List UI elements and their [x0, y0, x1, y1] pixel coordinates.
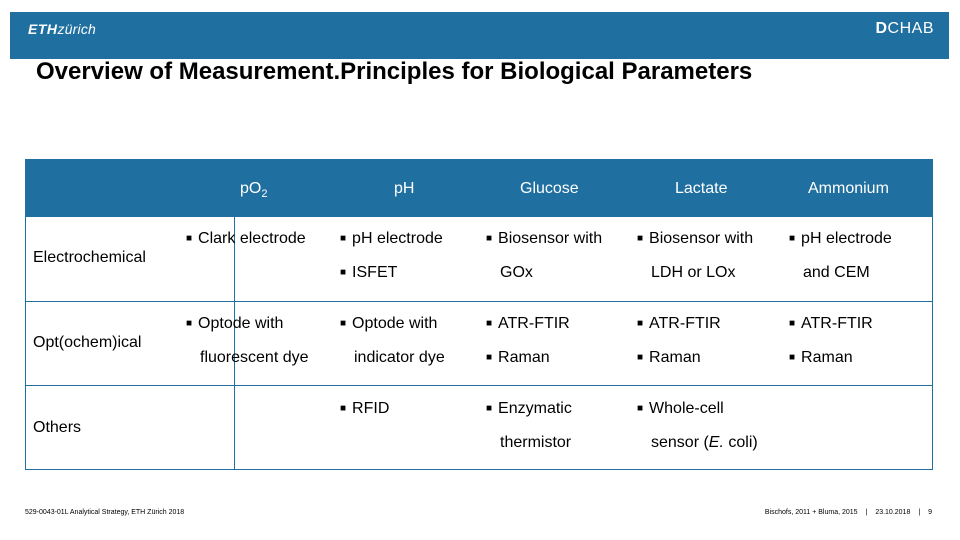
- bullet-icon: ■: [186, 318, 193, 329]
- bullet-icon: ■: [340, 233, 347, 244]
- row-divider: [26, 385, 932, 386]
- bullet-icon: ■: [340, 318, 347, 329]
- row-label-optical: Opt(ochem)ical: [33, 334, 142, 351]
- cell-others-lactate: ■ Whole-cell sensor (E. coli): [637, 400, 758, 451]
- bullet-icon: ■: [637, 352, 644, 363]
- bullet-icon: ■: [486, 233, 493, 244]
- bullet-icon: ■: [637, 403, 644, 414]
- row-divider: [26, 301, 932, 302]
- bullet-icon: ■: [789, 352, 796, 363]
- header-bar: [10, 12, 949, 59]
- row-label-electrochemical: Electrochemical: [33, 249, 146, 266]
- bullet-icon: ■: [340, 403, 347, 414]
- bullet-icon: ■: [486, 403, 493, 414]
- bullet-icon: ■: [789, 233, 796, 244]
- bullet-icon: ■: [186, 233, 193, 244]
- bullet-icon: ■: [789, 318, 796, 329]
- footer-date: 23.10.2018: [875, 509, 911, 516]
- column-header-lactate: Lactate: [675, 180, 728, 197]
- footer-meta: [765, 509, 932, 516]
- cell-electrochemical-ammonium: ■ pH electrode and CEM: [789, 230, 892, 281]
- bullet-icon: ■: [486, 352, 493, 363]
- column-header-glucose: Glucose: [520, 180, 579, 197]
- eth-zurich-logo: ETHzürich: [28, 21, 97, 37]
- cell-electrochemical-lactate: ■ Biosensor with LDH or LOx: [637, 230, 754, 281]
- footer-separator: |: [865, 509, 868, 516]
- footer-course-info: 529-0043-01L Analytical Strategy, ETH Zürich 2018: [25, 509, 185, 516]
- footer-separator: |: [918, 509, 921, 516]
- bullet-icon: ■: [486, 318, 493, 329]
- cell-others-glucose: ■ Enzymatic thermistor: [486, 400, 572, 451]
- bullet-icon: ■: [637, 318, 644, 329]
- cell-optical-glucose: ■ ATR-FTIR ■ Raman: [486, 315, 570, 366]
- cell-others-ph: ■ RFID: [340, 400, 390, 417]
- cell-optical-ammonium: ■ ATR-FTIR ■ Raman: [789, 315, 873, 366]
- cell-optical-ph: ■ Optode with indicator dye: [340, 315, 445, 366]
- slide-title: Overview of Measurement.Principles for Biological Parameters: [36, 58, 753, 85]
- cell-electrochemical-ph: ■ pH electrode ■ ISFET: [340, 230, 443, 281]
- bullet-icon: ■: [637, 233, 644, 244]
- bullet-icon: ■: [340, 267, 347, 278]
- cell-electrochemical-glucose: ■ Biosensor with GOx: [486, 230, 603, 281]
- dchab-logo: DCHAB: [875, 20, 934, 37]
- cell-electrochemical-po2: ■ Clark electrode: [186, 230, 306, 247]
- row-label-others: Others: [33, 419, 82, 436]
- column-header-ph: pH: [394, 180, 415, 197]
- table-header-row: [26, 160, 932, 217]
- cell-optical-po2: ■ Optode with fluorescent dye: [186, 315, 309, 366]
- page-number: 9: [928, 509, 932, 516]
- column-header-po2: $pO_2$: [240, 180, 268, 201]
- column-header-ammonium: Ammonium: [808, 180, 889, 197]
- footer-citation: Bischofs, 2011 + Bluma, 2015: [764, 509, 858, 516]
- cell-optical-lactate: ■ ATR-FTIR ■ Raman: [637, 315, 721, 366]
